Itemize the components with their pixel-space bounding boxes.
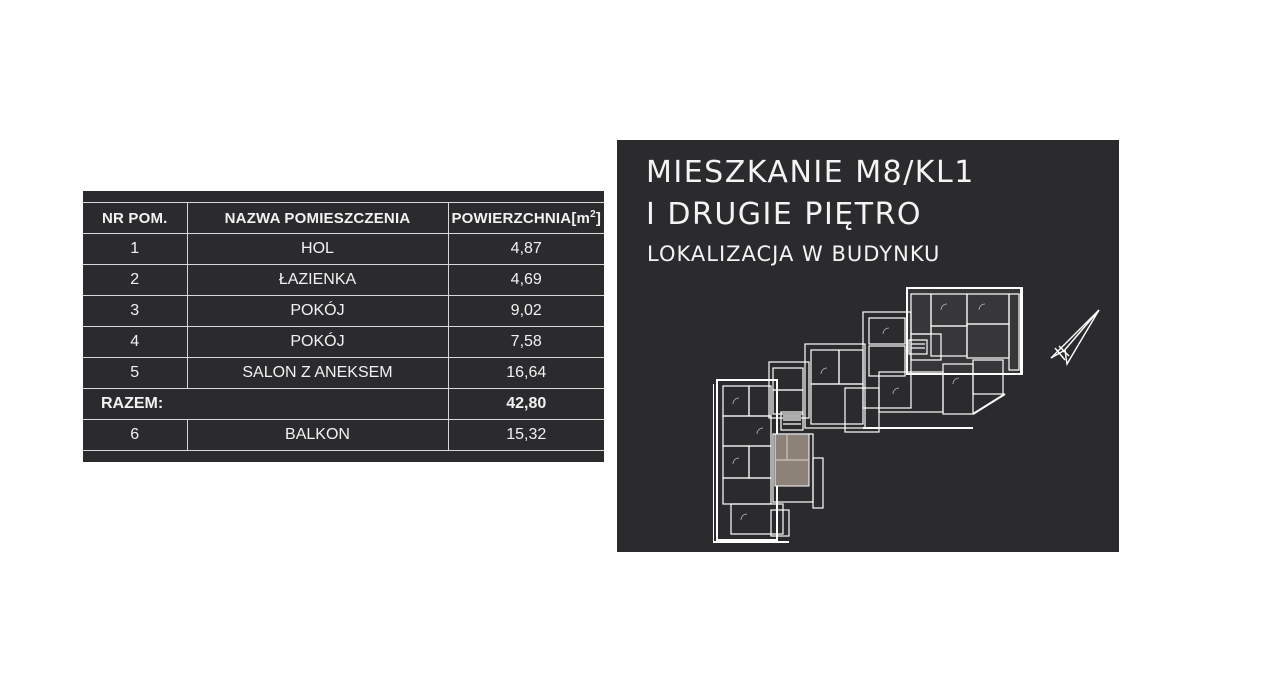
room-area-table — [83, 202, 604, 451]
table-row — [83, 265, 604, 296]
header-area-bracket: ] — [595, 209, 602, 227]
room-name: HOL — [187, 234, 448, 265]
table-row — [83, 296, 604, 327]
room-area: 7,58 — [448, 327, 604, 358]
room-number: 3 — [83, 296, 187, 327]
room-area: 15,32 — [448, 420, 604, 451]
room-area: 16,64 — [448, 358, 604, 389]
building-location-panel — [617, 140, 1119, 552]
header-area-text: POWIERZCHNIA[m — [451, 209, 591, 227]
room-name: POKÓJ — [187, 327, 448, 358]
total-empty-cell — [187, 389, 448, 420]
room-name: BALKON — [187, 420, 448, 451]
room-name: POKÓJ — [187, 296, 448, 327]
room-area: 9,02 — [448, 296, 604, 327]
table-row — [83, 327, 604, 358]
room-number: 5 — [83, 358, 187, 389]
building-floor-plan — [713, 284, 1028, 546]
header-room-number: NR POM. — [83, 203, 187, 234]
room-number: 1 — [83, 234, 187, 265]
location-label: LOKALIZACJA W BUDYNKU — [647, 242, 941, 266]
room-number: 2 — [83, 265, 187, 296]
apartment-title: MIESZKANIE M8/KL1 — [646, 155, 975, 190]
room-name: ŁAZIENKA — [187, 265, 448, 296]
header-area-unit-exponent: 2 — [590, 208, 596, 220]
header-room-name: NAZWA POMIESZCZENIA — [187, 203, 448, 234]
table-row — [83, 234, 604, 265]
total-area: 42,80 — [448, 389, 604, 420]
north-arrow-icon — [1045, 306, 1103, 370]
room-number: 6 — [83, 420, 187, 451]
table-header-row — [83, 203, 604, 234]
header-room-area — [448, 203, 604, 234]
room-number: 4 — [83, 327, 187, 358]
floor-title: I DRUGIE PIĘTRO — [646, 197, 923, 232]
room-area: 4,87 — [448, 234, 604, 265]
room-name: SALON Z ANEKSEM — [187, 358, 448, 389]
total-label: RAZEM: — [83, 389, 187, 420]
table-row — [83, 358, 604, 389]
total-row — [83, 389, 604, 420]
room-area-table-panel — [83, 191, 604, 462]
room-area: 4,69 — [448, 265, 604, 296]
table-row — [83, 420, 604, 451]
